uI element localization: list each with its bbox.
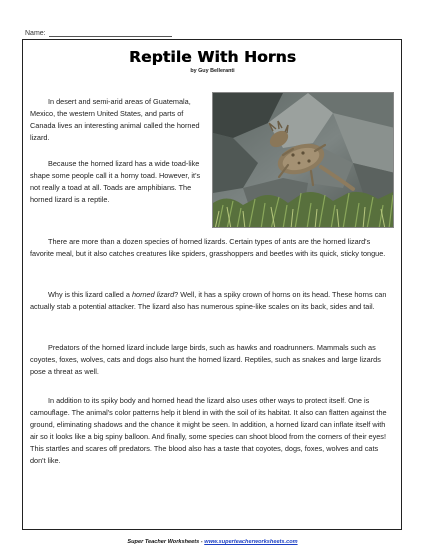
paragraph-predators: Predators of the horned lizard include large birds, such as hawks and roadrunners. Mammals such as coyotes, foxes, wolves, cats and dogs also hunt the horned lizard. Reptiles, such as snakes and large lizards pose a threat as well. <box>30 343 381 377</box>
paragraph-intro: In desert and semi-arid areas of Guatemala, Mexico, the western United States, and parts of Canada lives an interesting animal called the horned lizard. <box>30 97 200 143</box>
paragraph-toad: Because the horned lizard has a wide toad-like shape some people call it a horny toad. However, it's not really a toad at all. Toads are amphibians. The horned lizard is a reptile. <box>30 159 201 205</box>
name-blank-line <box>49 30 172 37</box>
name-label: Name: <box>25 30 46 37</box>
article-byline: by Guy Belleranti <box>190 68 235 74</box>
footer-url-link[interactable]: www.superteacherworksheets.com <box>204 539 298 545</box>
footer-brand: Super Teacher Worksheets <box>127 539 200 545</box>
name-field <box>25 30 172 37</box>
footer-credit: Super Teacher Worksheets - www.superteacherworksheets.com <box>127 539 298 545</box>
article-title: Reptile With Horns <box>128 48 297 66</box>
horned-lizard-photo-icon <box>212 92 394 228</box>
paragraph-defenses: In addition to its spiky body and horned head the lizard also uses other ways to protect itself. One is camouflage. The animal's color patterns help it blend in with the soil of its habitat. It also can flatten against the ground, eliminating shadows and the chance it might be seen. In addition, a horned lizard can inflate itself with air so it looks like a big spiny balloon. And finally, some species can shoot blood from the corners of their eyes! This startles and scares off predators. The blood also has a taste that coyotes, dogs, foxes, wolves and cats don't like. <box>30 396 387 466</box>
paragraph-horns: Why is this lizard called a horned lizard? Well, it has a spiky crown of horns on its head. These horns can actually stab a potential attacker. The lizard also has numerous spine-like scales on its back, sides and tail. <box>30 290 387 312</box>
paragraph-species: There are more than a dozen species of horned lizards. Certain types of ants are the horned lizard's favorite meal, but it also catches creatures like spiders, grasshoppers and beetles with its quick, sticky tongue. <box>30 237 386 259</box>
